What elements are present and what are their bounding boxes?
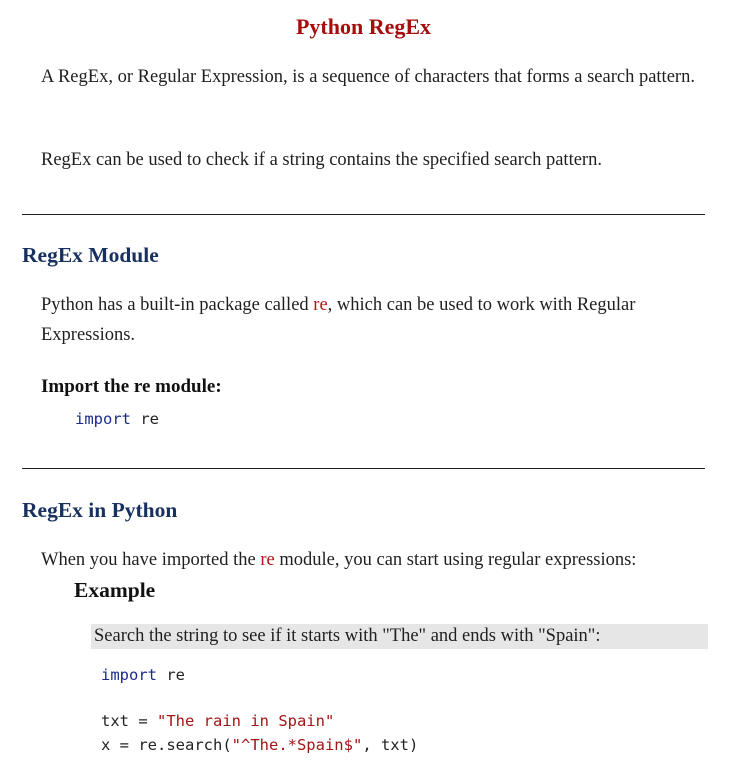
- code-keyword-import: import: [75, 410, 131, 428]
- code-module-name: re: [131, 410, 159, 428]
- code-assignment-txt: txt =: [101, 712, 157, 730]
- section-divider-1: [22, 214, 705, 215]
- code-search-call-suffix: , txt): [362, 736, 419, 754]
- section-divider-2: [22, 468, 705, 469]
- code-module-name: re: [157, 666, 185, 684]
- intro-paragraph-2: RegEx can be used to check if a string contains the specified search pattern.: [41, 150, 602, 170]
- regex-module-paragraph: [41, 290, 721, 350]
- example-code-line-2: [101, 712, 334, 730]
- code-keyword-import: import: [101, 666, 157, 684]
- regex-in-python-paragraph: [41, 545, 741, 575]
- import-code-snippet: [75, 410, 159, 428]
- page-title: Python RegEx: [295, 14, 432, 39]
- regex-in-python-paragraph-text-2: module, you can start using regular expressions:: [274, 550, 637, 570]
- example-code-line-3: [101, 736, 418, 754]
- regex-in-python-heading: RegEx in Python: [22, 498, 178, 522]
- code-string-literal: "The rain in Spain": [157, 712, 335, 730]
- example-description: Search the string to see if it starts with "The" and ends with "Spain":: [94, 626, 601, 646]
- code-regex-pattern: "^The.*Spain$": [231, 736, 363, 754]
- inline-code-re: re: [260, 550, 275, 570]
- regex-module-heading: RegEx Module: [22, 243, 159, 267]
- inline-code-re: re: [313, 295, 328, 315]
- example-code-line-1: [101, 666, 185, 684]
- example-heading: Example: [74, 578, 156, 602]
- regex-module-paragraph-text-2: , which can be used to work with Regular Expressions.: [41, 295, 636, 345]
- regex-module-paragraph-text-1: Python has a built-in package called: [41, 295, 314, 315]
- code-search-call-prefix: x = re.search(: [101, 736, 232, 754]
- intro-paragraph-1: A RegEx, or Regular Expression, is a sequence of characters that forms a search pattern.: [41, 67, 695, 87]
- regex-in-python-paragraph-text-1: When you have imported the: [41, 550, 261, 570]
- import-subheading: Import the re module:: [41, 376, 222, 397]
